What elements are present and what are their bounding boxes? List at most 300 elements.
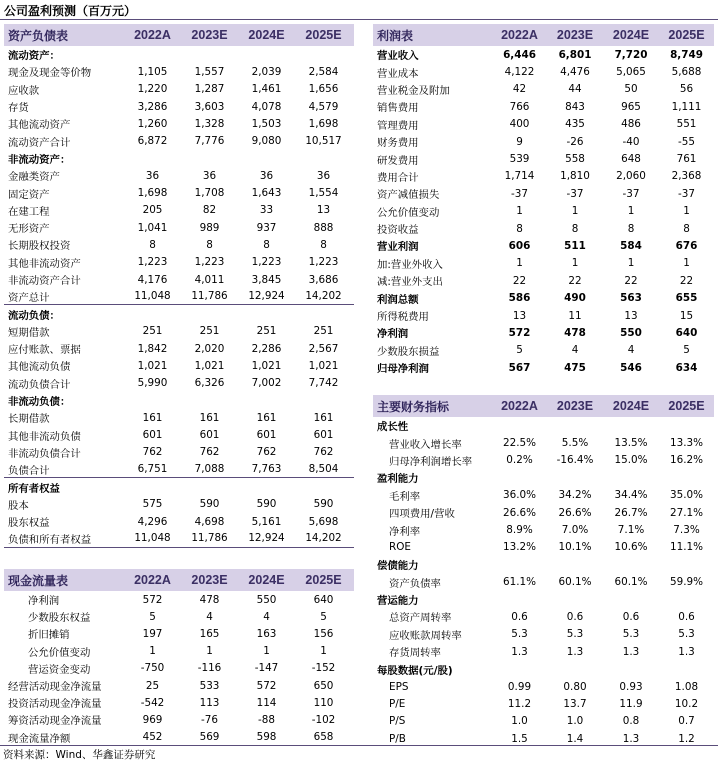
cell-value: 5,698: [308, 515, 339, 528]
row-label: 归母净利润: [377, 363, 429, 376]
row-label: 营业收入增长率: [389, 438, 462, 451]
row-label: 所有者权益: [8, 482, 60, 495]
cell-value: 1,656: [308, 83, 339, 96]
row-label: 其他流动资产: [8, 119, 71, 132]
cell-value: 572: [142, 593, 163, 606]
table-row: [4, 323, 354, 340]
row-label: 营业收入: [377, 50, 419, 63]
column-header: 2024E: [612, 28, 650, 42]
cell-value: 11,786: [191, 532, 228, 545]
table-row: [373, 452, 714, 469]
cell-value: 11.1%: [669, 541, 703, 554]
row-label: 少数股东损益: [377, 345, 440, 358]
cell-value: 22.5%: [502, 437, 536, 450]
cell-value: 7,002: [251, 377, 282, 390]
table-row: [373, 359, 714, 376]
table-row: [373, 307, 714, 324]
cell-value: 2,060: [616, 170, 646, 183]
row-label: 所得税费用: [377, 311, 429, 324]
cell-value: 7,088: [194, 463, 225, 476]
cell-value: 0.80: [563, 680, 587, 693]
cell-value: 1,021: [308, 359, 339, 372]
cell-value: 1,105: [137, 65, 168, 78]
cell-value: 10.6%: [614, 541, 648, 554]
cell-value: 1,111: [671, 100, 702, 113]
cell-value: 3,845: [251, 273, 282, 286]
cell-value: 26.6%: [558, 506, 592, 519]
cell-value: 7,720: [614, 48, 648, 61]
row-label: 短期借款: [8, 326, 50, 339]
cell-value: 2,286: [251, 342, 282, 355]
column-header: 2024E: [248, 28, 285, 42]
cell-value: 5: [149, 610, 156, 623]
table-row: [4, 81, 354, 98]
table-row: [373, 185, 714, 202]
cell-value: 511: [564, 239, 586, 252]
cell-value: 4,122: [504, 66, 535, 79]
row-label: 应付账款、票据: [8, 344, 81, 357]
cell-value: 9: [516, 135, 523, 148]
cell-value: 5,688: [671, 66, 702, 79]
cell-value: 0.6: [678, 610, 695, 623]
table-row: [373, 203, 714, 220]
cell-value: 8.9%: [506, 524, 533, 537]
cell-value: 11.9: [619, 697, 643, 710]
cell-value: 1,557: [194, 65, 225, 78]
cell-value: 1,223: [308, 256, 339, 269]
table-row: [373, 237, 714, 254]
cell-value: 1,223: [137, 256, 168, 269]
row-label: 营业利润: [377, 241, 419, 254]
row-label: 负债合计: [8, 464, 50, 477]
table-row: [373, 539, 714, 556]
cell-value: 82: [202, 204, 217, 217]
cell-value: 13: [316, 204, 331, 217]
source-note: 资料来源：Wind、华鑫证券研究: [3, 749, 156, 761]
table-row: [373, 81, 714, 98]
column-header: 2025E: [305, 28, 342, 42]
cell-value: 989: [199, 221, 220, 234]
cell-value: 1,643: [251, 187, 282, 200]
cell-value: 1: [263, 645, 270, 658]
cell-value: 7,742: [308, 377, 339, 390]
cell-value: 8: [516, 222, 523, 235]
cell-value: 15: [679, 309, 694, 322]
table-row: [4, 660, 354, 677]
cell-value: 22: [624, 274, 638, 287]
row-label: 存货: [8, 102, 29, 115]
cell-value: 550: [256, 593, 277, 606]
cell-value: 1: [149, 645, 156, 658]
table-row: [4, 729, 354, 746]
row-label: 经营活动现金净流量: [8, 681, 102, 694]
cell-value: 1,021: [137, 359, 168, 372]
row-label: 现金流量净额: [8, 732, 71, 745]
table-row: [4, 271, 354, 288]
cell-value: 8,749: [670, 48, 703, 61]
row-label: P/B: [389, 732, 406, 745]
cell-value: 1,554: [308, 187, 339, 200]
cell-value: 2,584: [308, 65, 339, 78]
cell-value: 36: [316, 169, 331, 182]
cell-value: 7.0%: [561, 524, 589, 537]
table-row: [4, 461, 354, 478]
cell-value: 766: [509, 100, 530, 113]
row-label: 总资产周转率: [389, 612, 452, 625]
cell-value: 590: [313, 498, 334, 511]
cell-value: 1.0: [566, 715, 584, 728]
cell-value: 42: [512, 83, 527, 96]
row-label: 四项费用/营收: [389, 508, 455, 521]
cell-value: 36: [259, 169, 274, 182]
table-row: [4, 409, 354, 426]
table-row: [373, 608, 714, 625]
cell-value: 13.3%: [669, 437, 703, 450]
table-header: [373, 395, 714, 417]
cell-value: 27.1%: [669, 506, 703, 519]
cell-value: 478: [564, 326, 586, 339]
cell-value: 7,776: [194, 135, 225, 148]
cell-value: 4,698: [194, 515, 225, 528]
cell-value: 601: [199, 429, 220, 442]
cell-value: 533: [199, 679, 220, 692]
cell-value: 8: [627, 222, 635, 235]
table-row: [4, 132, 354, 149]
column-header: 2022A: [134, 28, 171, 42]
cell-value: 22: [568, 274, 582, 287]
cell-value: 0.6: [511, 610, 528, 623]
cell-value: 650: [313, 679, 334, 692]
row-label: 长期借款: [8, 413, 50, 426]
cell-value: 10.2: [674, 697, 699, 710]
table-row: [373, 417, 714, 434]
cell-value: 156: [313, 627, 334, 640]
table-row: [373, 643, 714, 660]
row-label: 资产总计: [8, 291, 50, 304]
cell-value: 969: [142, 713, 163, 726]
table-row: [4, 496, 354, 513]
row-label: 营运资金变动: [28, 663, 91, 676]
cell-value: 1: [516, 257, 523, 270]
table-row: [373, 324, 714, 341]
cell-value: 5,161: [251, 515, 282, 528]
cell-value: 11,786: [191, 290, 228, 303]
cell-value: 1,503: [251, 117, 282, 130]
row-label: 费用合计: [377, 171, 419, 184]
table-row: [4, 63, 354, 80]
cell-value: 2,567: [308, 342, 339, 355]
cell-value: 113: [199, 696, 220, 709]
cell-value: 114: [256, 696, 277, 709]
cell-value: 4,078: [251, 100, 282, 113]
table-row: [4, 677, 354, 694]
cell-value: 1,041: [137, 221, 168, 234]
cell-value: 165: [199, 627, 220, 640]
row-label: 流动负债：: [8, 309, 60, 322]
table-row: [4, 478, 354, 495]
column-header: 2022A: [501, 28, 538, 42]
cell-value: 16.2%: [669, 454, 703, 467]
cell-value: 22: [512, 274, 527, 287]
cell-value: -37: [678, 187, 695, 200]
cell-value: 762: [256, 446, 277, 459]
cell-value: 251: [142, 325, 163, 338]
cell-value: 161: [256, 411, 277, 424]
column-header: 2024E: [612, 399, 650, 413]
cell-value: 13.7: [563, 697, 587, 710]
cell-value: -37: [622, 187, 640, 200]
row-label: 管理费用: [377, 119, 419, 132]
cell-value: 539: [509, 153, 530, 166]
cell-value: 1.5: [511, 732, 528, 745]
cell-value: 26.6%: [502, 506, 536, 519]
table-row: [373, 150, 714, 167]
cell-value: 1: [320, 645, 327, 658]
row-label: 流动资产合计: [8, 136, 71, 149]
cell-value: 648: [621, 153, 641, 166]
table-row: [373, 504, 714, 521]
cell-value: 10,517: [305, 135, 342, 148]
cell-value: 5,065: [616, 66, 646, 79]
row-label: P/E: [389, 697, 406, 710]
table-row: [373, 63, 714, 80]
row-label: 投资活动现金净流量: [8, 698, 102, 711]
table-row: [373, 487, 714, 504]
cell-value: -116: [197, 662, 222, 675]
table-row: [4, 694, 354, 711]
cell-value: 1,708: [194, 187, 225, 200]
cell-value: 251: [256, 325, 277, 338]
table-row: [373, 591, 714, 608]
row-label: 研发费用: [377, 154, 419, 167]
cell-value: 590: [199, 498, 220, 511]
cell-value: 5.3: [511, 628, 528, 641]
cell-value: 1,698: [308, 117, 339, 130]
table-row: [373, 626, 714, 643]
cell-value: 60.1%: [558, 576, 592, 589]
cell-value: 22: [679, 274, 694, 287]
cell-value: 205: [142, 204, 163, 217]
cell-value: 586: [508, 292, 531, 305]
row-label: 流动负债合计: [8, 378, 71, 391]
cell-value: 1,287: [194, 83, 225, 96]
cell-value: 655: [675, 292, 698, 305]
cell-value: 161: [199, 411, 220, 424]
row-label: 其他非流动负债: [8, 430, 81, 443]
cell-value: 640: [313, 593, 334, 606]
income-statement-table: [373, 24, 714, 376]
cell-value: 36.0%: [502, 489, 536, 502]
cell-value: 1.2: [678, 732, 695, 745]
table-row: [373, 289, 714, 306]
row-label: 应收款: [8, 84, 40, 97]
table-header: [373, 24, 714, 46]
cell-value: 598: [256, 731, 277, 744]
cell-value: 13.5%: [614, 437, 648, 450]
cell-value: 61.1%: [502, 576, 536, 589]
cell-value: 8: [320, 238, 327, 251]
table-row: [373, 678, 714, 695]
row-label: P/S: [389, 715, 406, 728]
table-row: [4, 608, 354, 625]
cell-value: 9,080: [251, 135, 282, 148]
row-label: 非流动负债合计: [8, 447, 81, 460]
title-divider: [0, 19, 718, 20]
cell-value: 4: [627, 344, 635, 357]
cell-value: 546: [620, 361, 642, 374]
row-label: 存货周转率: [389, 647, 441, 660]
row-label: 少数股东权益: [28, 612, 91, 625]
row-label: 现金及现金等价物: [8, 67, 92, 80]
cell-value: 0.2%: [506, 454, 533, 467]
cell-value: 475: [564, 361, 586, 374]
cell-value: 12,924: [248, 290, 285, 303]
table-row: [4, 591, 354, 608]
row-label: 股东权益: [8, 517, 50, 530]
row-label: 折旧摊销: [28, 629, 70, 642]
cell-value: 11.2: [507, 697, 532, 710]
cell-value: 490: [564, 292, 586, 305]
cell-value: 1,698: [137, 187, 168, 200]
balance-sheet-table: [4, 24, 354, 548]
table-row: [4, 340, 354, 357]
table-row: [373, 220, 714, 237]
column-header: 2023E: [191, 573, 228, 587]
row-label: 财务费用: [377, 137, 419, 150]
table-title: 现金流量表: [8, 573, 69, 588]
cell-value: 601: [313, 429, 334, 442]
cell-value: 161: [313, 411, 334, 424]
cash-flow-table: [4, 569, 354, 746]
cell-value: 163: [256, 627, 277, 640]
cell-value: 44: [568, 83, 582, 96]
cell-value: -55: [678, 135, 695, 148]
cell-value: 34.4%: [614, 489, 648, 502]
cell-value: 937: [256, 221, 277, 234]
cell-value: 33: [259, 204, 274, 217]
cell-value: 14,202: [305, 290, 342, 303]
cell-value: 161: [142, 411, 163, 424]
table-row: [4, 513, 354, 530]
cell-value: 7.1%: [617, 524, 645, 537]
row-label: 利润总额: [377, 293, 419, 306]
row-label: 流动资产：: [8, 50, 60, 63]
table-row: [373, 521, 714, 538]
cell-value: 478: [199, 593, 220, 606]
row-label: 成长性: [377, 421, 409, 434]
cell-value: 7.3%: [673, 524, 700, 537]
cell-value: 400: [509, 118, 530, 131]
table-row: [4, 115, 354, 132]
table-row: [4, 357, 354, 374]
cell-value: 0.6: [566, 610, 584, 623]
row-label: 公允价值变动: [377, 206, 440, 219]
cell-value: 25: [145, 679, 160, 692]
cell-value: -750: [140, 662, 165, 675]
cell-value: 551: [676, 118, 697, 131]
cell-value: 8: [571, 222, 579, 235]
cell-value: 0.8: [622, 715, 640, 728]
cell-value: 8: [683, 222, 690, 235]
cell-value: 4,296: [137, 515, 168, 528]
cell-value: 2,039: [251, 65, 282, 78]
table-row: [373, 695, 714, 712]
cell-value: 572: [508, 326, 531, 339]
row-label: EPS: [389, 680, 409, 693]
cell-value: 1,021: [251, 359, 282, 372]
cell-value: 10.1%: [558, 541, 592, 554]
table-row: [4, 375, 354, 392]
cell-value: 1,328: [194, 117, 225, 130]
cell-value: 575: [142, 498, 163, 511]
row-label: 偿债能力: [377, 560, 419, 573]
table-row: [4, 305, 354, 322]
cell-value: 762: [199, 446, 220, 459]
cell-value: 0.93: [619, 680, 643, 693]
row-label: 在建工程: [8, 205, 50, 218]
cell-value: -37: [511, 187, 528, 200]
cell-value: 13.2%: [502, 541, 536, 554]
cell-value: 36: [145, 169, 160, 182]
cell-value: 1.3: [511, 645, 528, 658]
table-row: [4, 202, 354, 219]
cell-value: 26.7%: [614, 506, 648, 519]
table-row: [4, 427, 354, 444]
table-row: [373, 46, 714, 63]
cell-value: 1,223: [194, 256, 225, 269]
cell-value: 1,260: [137, 117, 168, 130]
cell-value: -542: [140, 696, 165, 709]
table-row: [4, 46, 354, 63]
table-row: [373, 98, 714, 115]
cell-value: 435: [565, 118, 585, 131]
row-label: 资产减值损失: [377, 189, 440, 202]
row-label: 净利率: [389, 525, 421, 538]
table-row: [373, 556, 714, 573]
cell-value: 761: [676, 153, 697, 166]
cell-value: 888: [313, 221, 334, 234]
table-header: [4, 569, 354, 591]
table-header: [4, 24, 354, 46]
cell-value: -40: [622, 135, 640, 148]
cell-value: 1.3: [622, 732, 640, 745]
row-label: 营业成本: [377, 67, 419, 80]
cell-value: 1.3: [566, 645, 584, 658]
cell-value: 11,048: [134, 532, 171, 545]
cell-value: 3,686: [308, 273, 339, 286]
cell-value: 1: [683, 205, 690, 218]
table-row: [4, 184, 354, 201]
cell-value: 6,326: [194, 377, 225, 390]
table-row: [4, 167, 354, 184]
cell-value: 7,763: [251, 463, 282, 476]
table-row: [373, 434, 714, 451]
row-label: 投资收益: [377, 224, 419, 237]
table-row: [4, 98, 354, 115]
cell-value: 5: [320, 610, 327, 623]
cell-value: 965: [621, 100, 641, 113]
cell-value: 8: [149, 238, 156, 251]
table-row: [373, 469, 714, 486]
cell-value: 34.2%: [558, 489, 592, 502]
table-title: 资产负债表: [8, 28, 69, 43]
table-title: 主要财务指标: [377, 399, 450, 414]
row-label: 毛利率: [389, 490, 421, 503]
cell-value: 601: [256, 429, 277, 442]
cell-value: 569: [199, 731, 220, 744]
cell-value: 251: [199, 325, 220, 338]
cell-value: 15.0%: [614, 454, 648, 467]
